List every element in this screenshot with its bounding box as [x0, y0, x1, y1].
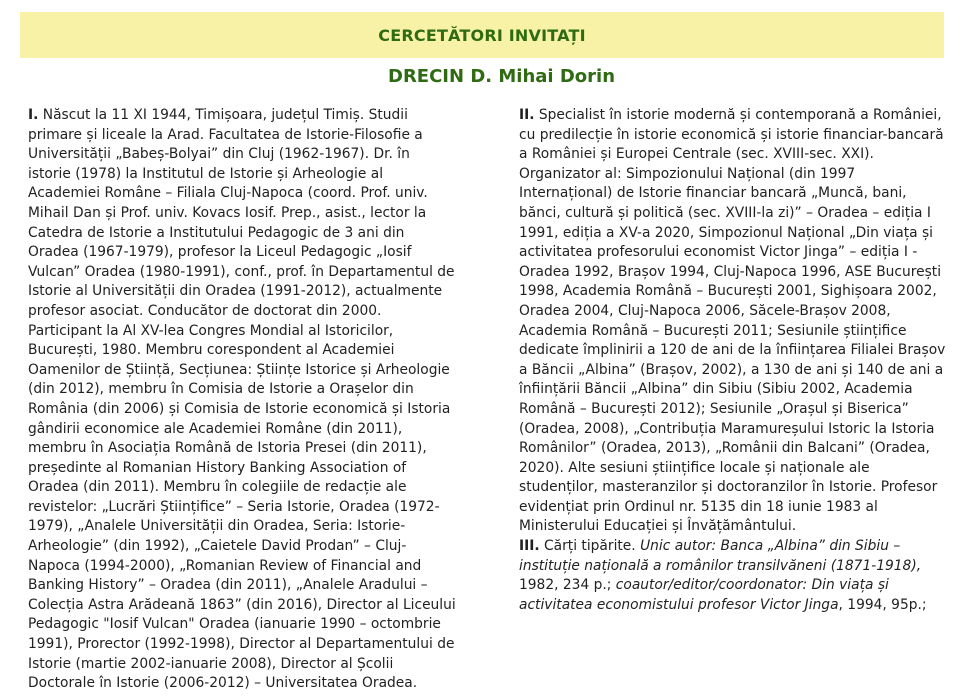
section-3-paragraph	[519, 537, 951, 615]
banner-title: CERCETĂTORI INVITAȚI	[378, 25, 586, 45]
person-name: DRECIN D. Mihai Dorin	[388, 66, 616, 87]
left-column	[28, 106, 456, 694]
section-3-part-1: Unic autor: Banca „Albina” din Sibiu – instituție națională a românilor transilvăneni (1871-1918),	[519, 538, 922, 574]
section-3-part-4: , 1994, 95p.;	[838, 596, 927, 613]
section-2-label: II.	[519, 107, 535, 123]
section-3-part-2: 1982, 234 p.;	[519, 577, 612, 594]
section-1-text: Născut la 11 XI 1944, Timișoara, județul Timiș. Studii primare și liceale la Arad. Facultatea de Istorie-Filosofie a Universității „Babeș-Bolyai” din Cluj (1962-1967). Dr. în istorie (1978) la Institutul de Istorie și Arheologie al Academiei Române – Filiala Cluj-Napoca (coord. Prof. univ. Mihail Dan și Prof. univ. Kovacs Iosif. Prep., asist., lector la Catedra de Istorie a Institutului Pedagogic de 3 ani din Oradea (1967-1979), profesor la Liceul Pedagogic „Iosif Vulcan” Oradea (1980-1991), conf., prof. în Departamentul de Istorie al Universității din Oradea (1991-2012), actualmente profesor asociat. Conducător de doctorat din 2000. Participant la Al XV-lea Congres Mondial al Istoricilor, București, 1980. Membru corespondent al Academiei Oamenilor de Știință, Secțiunea: Științe Istorice și Arheologie (din 2012), membru în Comisia de Istorie a Orașelor din România (din 2006) și Comisia de Istorie economică și Istoria gândirii economice ale Academiei Române (din 2011), membru în Asociația Română de Istoria Presei (din 2011), președinte al Romanian History Banking Association of Oradea (din 2011). Membru în colegiile de redacție ale revistelor: „Lucrări Științifice” – Seria Istorie, Oradea (1972-1979), „Analele Universității din Oradea, Seria: Istorie-Arheologie” (din 1992), „Caietele David Prodan” – Cluj-Napoca (1994-2000), „Romanian Review of Financial and Banking History” – Oradea (din 2011), „Analele Aradului – Colecția Astra Arădeană 1863” (din 2016), Director al Liceului Pedagogic "Iosif Vulcan" Oradea (ianuarie 1990 – octombrie 1991), Prorector (1992-1998), Director al Departamentului de Istorie (martie 2002-ianuarie 2008), Director al Școlii Doctorale în Istorie (2006-2012) – Universitatea Oradea.	[28, 107, 456, 692]
section-2-paragraph	[519, 106, 951, 537]
section-3-heading: Cărți tipărite.	[544, 538, 636, 555]
right-column	[519, 106, 951, 615]
section-banner	[20, 12, 944, 58]
section-2-text: Specialist în istorie modernă și contemporană a României, cu predilecție în istorie economică și istorie financiar-bancară a României și Europei Centrale (sec. XVIII-sec. XXI). Organizator al: Simpozionului Național (din 1997 Internațional) de Istorie financiar bancară „Muncă, bani, bănci, cultură și politică (sec. XVIII-la zi)” – Oradea – ediția I 1991, ediția a XV-a 2020, Simpozionul Național „Din viața și activitatea profesorului economist Victor Jinga” – ediția I - Oradea 1992, Brașov 1994, Cluj-Napoca 1996, ASE București 1998, Academia Română – București 2001, Sighișoara 2002, Oradea 2004, Cluj-Napoca 2006, Săcele-Brașov 2008, Academia Română – București 2011; Sesiunile științifice dedicate împlinirii a 120 de ani de la înființarea Filialei Brașov a Băncii „Albina” (Brașov, 2002), a 130 de ani și 140 de ani a înființării Băncii „Albina” din Sibiu (Sibiu 2002, Academia Română – București 2012); Sesiunile „Orașul și Biserica” (Oradea, 2008), „Contribuția Maramureșului Istoric la Istoria Românilor” (Oradea, 2013), „Românii din Balcani” (Oradea, 2020). Alte sesiuni științifice locale și naționale ale studenților, masteranzilor și doctoranzilor în Istorie. Profesor evidențiat prin Ordinul nr. 5135 din 18 iunie 1983 al Ministerului Educației și Învățământului.	[519, 107, 946, 535]
section-1-paragraph	[28, 106, 456, 694]
section-3-part-3: coautor/editor/coordonator: Din viața și activitatea economistului profesor Victor Jinga	[519, 577, 889, 613]
section-3-label: III.	[519, 538, 540, 555]
section-1-label: I.	[28, 107, 39, 123]
